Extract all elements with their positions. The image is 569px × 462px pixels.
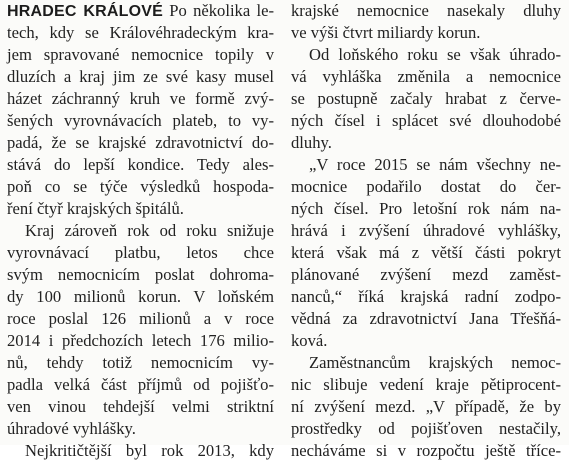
left-text-line: [7, 396, 274, 418]
right-text-line: [291, 374, 561, 396]
left-line-text: jem spravované nemocnice topily v: [7, 45, 274, 64]
left-text-line: [7, 220, 274, 242]
left-line-text: nů, tehdy totiž nemocnicím vy-: [7, 353, 274, 372]
right-text-line: [291, 0, 561, 22]
right-line-text: Zaměstnancům krajských nemoc-: [309, 353, 561, 372]
right-text-line: [291, 286, 561, 308]
left-text-line: [7, 352, 274, 374]
left-line-text: roce poslal 126 milionů a v roce: [7, 309, 274, 328]
right-text-line: [291, 154, 561, 176]
left-line-text: Po několika le-: [163, 1, 274, 20]
right-line-text: která však má z větší části pokryt: [291, 243, 561, 262]
left-line-text: stává do lepší kondice. Tedy ales-: [7, 155, 274, 174]
left-text-line: [7, 44, 274, 66]
left-text-line: [7, 374, 274, 396]
right-line-text: Od loňského roku se však úhrado-: [309, 45, 561, 64]
right-text-line: [291, 396, 561, 418]
right-text-line: [291, 418, 561, 440]
right-line-text: plánované zvýšení mezd zaměst-: [291, 265, 561, 284]
article-dateline: HRADEC KRÁLOVÉ: [7, 3, 164, 20]
right-line-text: necháváme si v rozpočtu ještě tříce-: [291, 441, 561, 460]
right-text-line: [291, 110, 561, 132]
right-line-text: dluhy.: [291, 133, 332, 152]
left-line-text: tech, kdy se Královéhradeckým kra-: [7, 23, 274, 42]
left-line-text: svým nemocnicím poslat dohroma-: [7, 265, 274, 284]
right-line-text: nanců,“ říká krajská radní zodpo-: [291, 287, 561, 306]
right-text-line: [291, 22, 561, 44]
left-text-line: [7, 198, 274, 220]
left-text-line: [7, 132, 274, 154]
left-text-line: [7, 330, 274, 352]
left-line-text: padla velká část příjmů od pojišťo-: [7, 375, 274, 394]
left-line-text: ření čtyř krajských špitálů.: [7, 199, 184, 218]
right-text-line: [291, 44, 561, 66]
left-line-text: dy 100 milionů korun. V loňském: [7, 287, 274, 306]
right-line-text: se postupně začaly hrabat z červe-: [291, 89, 561, 108]
right-text-line: [291, 176, 561, 198]
left-text-line: [7, 66, 274, 88]
left-text-line: [7, 22, 274, 44]
left-line-text: 2014 i předchozích letech 176 milio-: [7, 331, 274, 350]
right-line-text: hrává i zvýšení úhradové vyhlášky,: [291, 221, 561, 240]
right-text-line: [291, 352, 561, 374]
right-text-line: [291, 264, 561, 286]
left-text-line: [7, 418, 274, 440]
right-text-line: [291, 440, 561, 462]
left-text-line: [7, 308, 274, 330]
left-text-line: [7, 286, 274, 308]
right-line-text: ných čísel. Pro letošní rok nám na-: [291, 199, 561, 218]
right-line-text: ní zvýšení mezd. „V případě, že by: [291, 397, 561, 416]
left-text-line: [7, 0, 274, 22]
left-line-text: Kraj zároveň rok od roku snižuje: [25, 221, 274, 240]
right-text-line: [291, 308, 561, 330]
left-text-line: [7, 242, 274, 264]
left-line-text: poň co se týče výsledků hospoda-: [7, 177, 274, 196]
right-line-text: ných čísel i splácet své dlouhodobé: [291, 111, 561, 130]
left-line-text: padá, že se krajské zdravotnictví do-: [7, 133, 274, 152]
left-line-text: ven vinou tehdejší velmi striktní: [7, 397, 274, 416]
right-line-text: krajské nemocnice nasekaly dluhy: [291, 1, 561, 20]
right-line-text: ková.: [291, 331, 328, 350]
right-text-line: [291, 198, 561, 220]
left-text-line: [7, 154, 274, 176]
right-text-line: [291, 242, 561, 264]
right-text-line: [291, 220, 561, 242]
left-text-line: [7, 264, 274, 286]
right-line-text: nic slibuje vedení kraje pětiprocent-: [291, 375, 561, 394]
left-line-text: úhradové vyhlášky.: [7, 419, 136, 438]
article-column-left: [7, 0, 274, 462]
right-text-line: [291, 132, 561, 154]
left-text-line: [7, 110, 274, 132]
right-line-text: ve výši čtvrt miliardy korun.: [291, 23, 481, 42]
right-line-text: vědná za zdravotnictví Jana Třešňá-: [291, 309, 561, 328]
right-text-line: [291, 88, 561, 110]
left-text-line: [7, 176, 274, 198]
left-text-line: [7, 88, 274, 110]
article-column-right: [291, 0, 561, 462]
left-line-text: vyrovnávací platbu, letos chce: [7, 243, 274, 262]
right-text-line: [291, 330, 561, 352]
left-text-line: [7, 440, 274, 462]
column-gutter: [281, 0, 282, 445]
left-line-text: Nejkritičtější byl rok 2013, kdy: [25, 441, 274, 460]
right-line-text: „V roce 2015 se nám všechny ne-: [309, 155, 561, 174]
right-line-text: vá vyhláška změnila a nemocnice: [291, 67, 561, 86]
right-text-line: [291, 66, 561, 88]
right-line-text: mocnice podařilo dostat do čer-: [291, 177, 561, 196]
left-line-text: šených vyrovnávacích plateb, to vy-: [7, 111, 274, 130]
left-line-text: házet záchranný kruh ve formě zvý-: [7, 89, 274, 108]
right-line-text: prostředky od pojišťoven nestačily,: [291, 419, 561, 438]
left-line-text: dluzích a kraj jim ze své kasy musel: [7, 67, 274, 86]
